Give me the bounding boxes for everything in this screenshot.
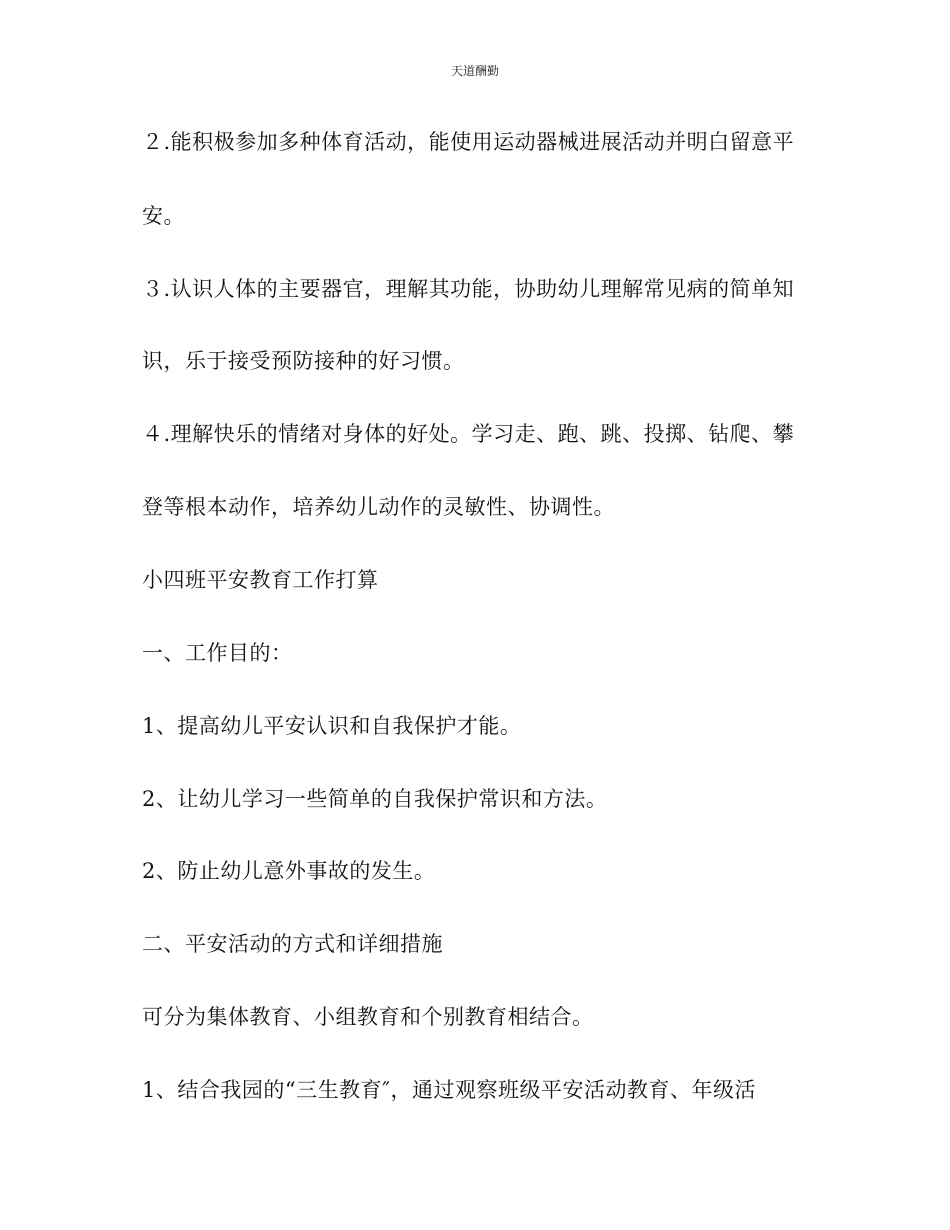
paragraph-line: 识，乐于接受预防接种的好习惯。: [142, 349, 465, 373]
paragraph-line: ４.理解快乐的情绪对身体的好处。学习走、跑、跳、投掷、钻爬、攀: [142, 422, 795, 446]
paragraph-line: 登等根本动作，培养幼儿动作的灵敏性、协调性。: [142, 495, 615, 519]
paragraph-line: 安。: [142, 204, 185, 228]
list-item: 1、结合我园的“三生教育″，通过观察班级平安活动教育、年级活: [142, 1078, 756, 1102]
paragraph-line: ２.能积极参加多种体育活动，能使用运动器械进展活动并明白留意平: [142, 130, 795, 154]
paragraph-line: ３.认识人体的主要器官，理解其功能，协助幼儿理解常见病的简单知: [142, 277, 795, 301]
list-item: 2、防止幼儿意外事故的发生。: [142, 859, 436, 883]
list-item: 2、让幼儿学习一些简单的自我保护常识和方法。: [142, 787, 608, 811]
section-heading: 小四班平安教育工作打算: [142, 568, 379, 592]
page-header: 天道酬勤: [450, 64, 499, 78]
list-item: 1、提高幼儿平安认识和自我保护才能。: [142, 714, 522, 738]
paragraph-line: 可分为集体教育、小组教育和个别教育相结合。: [142, 1005, 594, 1029]
section-heading: 二、平安活动的方式和详细措施: [142, 932, 443, 956]
section-heading: 一、工作目的：: [142, 641, 293, 665]
